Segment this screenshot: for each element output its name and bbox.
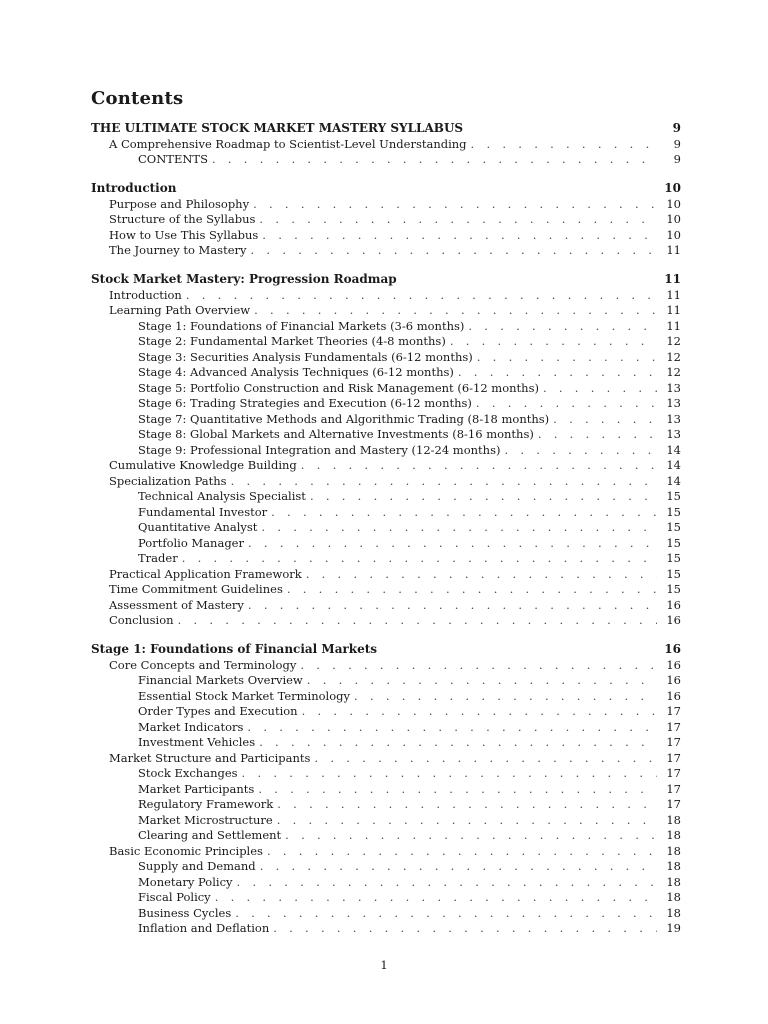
toc-subentry[interactable]	[91, 673, 681, 689]
toc-entry-page: 16	[666, 688, 681, 703]
toc-entry-page: 13	[666, 427, 681, 441]
dot-leader	[277, 797, 657, 813]
toc-entry[interactable]	[91, 228, 681, 244]
toc-entry-page: 15	[666, 566, 681, 581]
dot-leader	[178, 613, 657, 629]
dot-leader	[260, 859, 657, 875]
toc-subentry[interactable]	[91, 689, 681, 705]
dot-leader	[471, 137, 657, 153]
dot-leader	[259, 212, 657, 228]
dot-leader	[468, 319, 657, 335]
toc-entry-page: 15	[666, 489, 681, 503]
toc-section-title: THE ULTIMATE STOCK MARKET MASTERY SYLLABUS	[91, 121, 464, 135]
dot-leader	[354, 689, 657, 705]
toc-entry-title: Introduction	[109, 287, 182, 302]
toc-entry-title: Stock Exchanges	[138, 766, 238, 780]
toc-entry-title: The Journey to Mastery	[109, 243, 247, 257]
toc-entry-title: Quantitative Analyst	[138, 520, 258, 534]
dot-leader	[285, 828, 657, 844]
toc-entry-page: 18	[666, 905, 681, 920]
toc-entry-title: How to Use This Syllabus	[109, 227, 259, 242]
toc-entry-page: 13	[666, 380, 681, 395]
toc-entry-title: Time Commitment Guidelines	[109, 582, 283, 596]
toc-entry-page: 14	[666, 473, 681, 488]
dot-leader	[301, 458, 657, 474]
toc-entry-title: Portfolio Manager	[138, 535, 244, 550]
toc-entry-page: 17	[666, 797, 681, 811]
toc-entry-page: 16	[666, 597, 681, 612]
toc-entry-page: 14	[666, 458, 681, 472]
toc-entry-title: Fiscal Policy	[138, 890, 211, 904]
toc-entry-page: 16	[666, 673, 681, 687]
page-number: 1	[380, 958, 388, 972]
toc-entry-title: Market Indicators	[138, 719, 244, 734]
toc-subentry[interactable]	[91, 720, 681, 736]
toc-subentry[interactable]	[91, 813, 681, 829]
toc-subentry[interactable]	[91, 443, 681, 459]
toc-subentry[interactable]	[91, 505, 681, 521]
toc-subentry[interactable]	[91, 350, 681, 366]
toc-subentry[interactable]	[91, 396, 681, 412]
toc-entry-page: 15	[666, 551, 681, 565]
toc-section-title: Introduction	[91, 181, 177, 195]
dot-leader	[267, 844, 657, 860]
toc-entry-title: Market Participants	[138, 781, 255, 796]
toc-entry-page: 9	[673, 152, 681, 166]
toc-subentry[interactable]	[91, 551, 681, 567]
toc-subentry[interactable]	[91, 828, 681, 844]
dot-leader	[306, 567, 657, 583]
toc-entry-title: Market Structure and Participants	[109, 750, 311, 765]
dot-leader	[302, 704, 657, 720]
toc-entry-page: 12	[666, 349, 681, 364]
toc-entry-title: Stage 9: Professional Integration and Mastery (12-24 months)	[138, 442, 501, 457]
toc-entry-title: Assessment of Mastery	[109, 597, 244, 612]
toc-section-heading[interactable]	[91, 120, 681, 137]
toc-entry-title: Fundamental Investor	[138, 504, 268, 519]
toc-entry[interactable]	[91, 458, 681, 474]
toc-entry-page: 15	[666, 582, 681, 596]
dot-leader	[215, 890, 657, 906]
toc-entry[interactable]	[91, 303, 681, 319]
toc-entry[interactable]	[91, 598, 681, 614]
toc-entry-title: Supply and Demand	[138, 859, 256, 873]
dot-leader	[259, 735, 657, 751]
toc-entry-page: 18	[666, 890, 681, 904]
toc-entry-page: 15	[666, 535, 681, 550]
toc-entry-title: Business Cycles	[138, 905, 232, 920]
toc-entry-title: Cumulative Knowledge Building	[109, 458, 297, 472]
toc-entry-title: A Comprehensive Roadmap to Scientist-Level Understanding	[109, 136, 467, 151]
toc-entry-page: 11	[666, 243, 681, 257]
toc-section-heading[interactable]	[91, 180, 681, 197]
toc-entry-title: Trader	[138, 551, 178, 565]
dot-leader	[477, 350, 657, 366]
toc-entry-title: Conclusion	[109, 613, 174, 627]
toc-entry-title: Stage 5: Portfolio Construction and Risk Management (6-12 months)	[138, 380, 539, 395]
toc-entry-page: 17	[666, 735, 681, 749]
toc-entry-title: Stage 4: Advanced Analysis Techniques (6-12 months)	[138, 365, 454, 379]
toc-entry-title: Stage 2: Fundamental Market Theories (4-8 months)	[138, 334, 446, 348]
dot-leader	[287, 582, 657, 598]
toc-entry-page: 17	[666, 781, 681, 796]
toc-entry-title: Stage 6: Trading Strategies and Execution (6-12 months)	[138, 396, 472, 410]
toc-entry-title: Basic Economic Principles	[109, 843, 263, 858]
dot-leader	[248, 598, 657, 614]
toc-subentry[interactable]	[91, 381, 681, 397]
toc-subentry[interactable]	[91, 766, 681, 782]
dot-leader	[543, 381, 657, 397]
toc-entry-title: Market Microstructure	[138, 812, 273, 827]
toc-entry-title: Technical Analysis Specialist	[138, 489, 306, 503]
toc-entry[interactable]	[91, 212, 681, 228]
dot-leader	[254, 303, 657, 319]
dot-leader	[248, 536, 657, 552]
toc-entry-page: 10	[666, 212, 681, 226]
toc-entry[interactable]	[91, 844, 681, 860]
toc-entry-page: 17	[666, 704, 681, 718]
toc-entry-title: Inflation and Deflation	[138, 921, 270, 935]
toc-entry-title: Practical Application Framework	[109, 566, 302, 581]
toc-entry[interactable]	[91, 582, 681, 598]
dot-leader	[261, 520, 657, 536]
toc-entry[interactable]	[91, 658, 681, 674]
dot-leader	[186, 288, 657, 304]
dot-leader	[450, 334, 657, 350]
toc-subentry[interactable]	[91, 735, 681, 751]
toc-subentry[interactable]	[91, 412, 681, 428]
toc-section	[91, 271, 681, 629]
toc-entry-page: 9	[673, 136, 681, 151]
dot-leader	[251, 243, 658, 259]
toc-subentry[interactable]	[91, 489, 681, 505]
page-title: Contents	[91, 88, 184, 109]
toc-section-page: 10	[664, 181, 681, 195]
toc-entry-page: 13	[666, 396, 681, 410]
toc-entry-page: 15	[666, 504, 681, 519]
toc-entry-page: 17	[666, 750, 681, 765]
toc-entry-page: 14	[666, 442, 681, 457]
toc-section-page: 9	[672, 121, 681, 135]
toc-subentry[interactable]	[91, 152, 681, 168]
toc-entry-page: 10	[666, 196, 681, 211]
toc-entry-page: 19	[666, 921, 681, 935]
toc-entry-title: Stage 7: Quantitative Methods and Algorithmic Trading (8-18 months)	[138, 411, 550, 426]
toc-entry-page: 17	[666, 719, 681, 734]
dot-leader	[182, 551, 657, 567]
toc-entry-title: Clearing and Settlement	[138, 828, 282, 842]
dot-leader	[277, 813, 657, 829]
toc-subentry[interactable]	[91, 875, 681, 891]
toc-entry-page: 18	[666, 843, 681, 858]
dot-leader	[314, 751, 657, 767]
toc-entry-title: CONTENTS	[138, 152, 208, 166]
toc-subentry[interactable]	[91, 365, 681, 381]
toc-entry[interactable]	[91, 613, 681, 629]
toc-entry-page: 17	[666, 766, 681, 780]
dot-leader	[242, 766, 657, 782]
toc-subentry[interactable]	[91, 427, 681, 443]
toc-entry-page: 18	[666, 812, 681, 827]
toc-entry-page: 13	[666, 411, 681, 426]
toc-entry-title: Regulatory Framework	[138, 797, 274, 811]
toc-entry[interactable]	[91, 567, 681, 583]
toc-entry-title: Stage 3: Securities Analysis Fundamentals (6-12 months)	[138, 349, 473, 364]
toc-section	[91, 180, 681, 259]
toc-subentry[interactable]	[91, 890, 681, 906]
toc-entry[interactable]	[91, 751, 681, 767]
dot-leader	[237, 875, 657, 891]
toc-entry-title: Purpose and Philosophy	[109, 196, 250, 211]
toc-entry-page: 12	[666, 365, 681, 379]
dot-leader	[258, 782, 657, 798]
toc-entry-title: Core Concepts and Terminology	[109, 657, 297, 672]
dot-leader	[212, 152, 657, 168]
dot-leader	[458, 365, 657, 381]
toc-entry[interactable]	[91, 474, 681, 490]
toc-entry-title: Monetary Policy	[138, 874, 233, 889]
toc-entry-title: Stage 8: Global Markets and Alternative Investments (8-16 months)	[138, 427, 534, 441]
dot-leader	[253, 197, 657, 213]
toc-subentry[interactable]	[91, 319, 681, 335]
dot-leader	[262, 228, 657, 244]
toc-section-page: 16	[664, 642, 681, 656]
toc-entry-page: 11	[666, 318, 681, 333]
toc-entry[interactable]	[91, 288, 681, 304]
dot-leader	[504, 443, 657, 459]
toc-entry[interactable]	[91, 243, 681, 259]
dot-leader	[235, 906, 657, 922]
dot-leader	[538, 427, 657, 443]
dot-leader	[476, 396, 657, 412]
toc-entry-page: 16	[666, 657, 681, 672]
toc-subentry[interactable]	[91, 704, 681, 720]
toc-entry-page: 16	[666, 613, 681, 627]
toc-entry-title: Order Types and Execution	[138, 704, 298, 718]
toc-entry[interactable]	[91, 137, 681, 153]
dot-leader	[273, 921, 657, 937]
dot-leader	[553, 412, 657, 428]
dot-leader	[271, 505, 657, 521]
dot-leader	[307, 673, 657, 689]
toc-entry-title: Specialization Paths	[109, 473, 227, 488]
toc-entry[interactable]	[91, 197, 681, 213]
dot-leader	[310, 489, 657, 505]
toc-subentry[interactable]	[91, 797, 681, 813]
toc-entry-page: 15	[666, 520, 681, 534]
toc-entry-page: 11	[666, 287, 681, 302]
dot-leader	[231, 474, 657, 490]
toc-subentry[interactable]	[91, 334, 681, 350]
toc-section	[91, 641, 681, 937]
toc-subentry[interactable]	[91, 536, 681, 552]
toc-entry-title: Investment Vehicles	[138, 735, 256, 749]
table-of-contents	[91, 120, 681, 949]
toc-section-page: 11	[664, 272, 681, 286]
toc-subentry[interactable]	[91, 921, 681, 937]
toc-subentry[interactable]	[91, 859, 681, 875]
toc-entry-title: Stage 1: Foundations of Financial Markets (3-6 months)	[138, 318, 465, 333]
toc-subentry[interactable]	[91, 782, 681, 798]
toc-section-heading[interactable]	[91, 641, 681, 658]
toc-entry-page: 18	[666, 859, 681, 873]
toc-entry-title: Financial Markets Overview	[138, 673, 303, 687]
dot-leader	[300, 658, 657, 674]
toc-entry-page: 10	[666, 227, 681, 242]
toc-entry-title: Essential Stock Market Terminology	[138, 688, 351, 703]
toc-entry-page: 18	[666, 874, 681, 889]
toc-entry-page: 12	[666, 334, 681, 348]
toc-section	[91, 120, 681, 168]
toc-entry-title: Structure of the Syllabus	[109, 212, 256, 226]
toc-subentry[interactable]	[91, 906, 681, 922]
dot-leader	[247, 720, 657, 736]
toc-subentry[interactable]	[91, 520, 681, 536]
toc-section-title: Stage 1: Foundations of Financial Markets	[91, 642, 378, 656]
toc-entry-page: 18	[666, 828, 681, 842]
toc-section-title: Stock Market Mastery: Progression Roadmap	[91, 272, 397, 286]
toc-entry-title: Learning Path Overview	[109, 303, 251, 317]
toc-section-heading[interactable]	[91, 271, 681, 288]
toc-entry-page: 11	[666, 303, 681, 317]
